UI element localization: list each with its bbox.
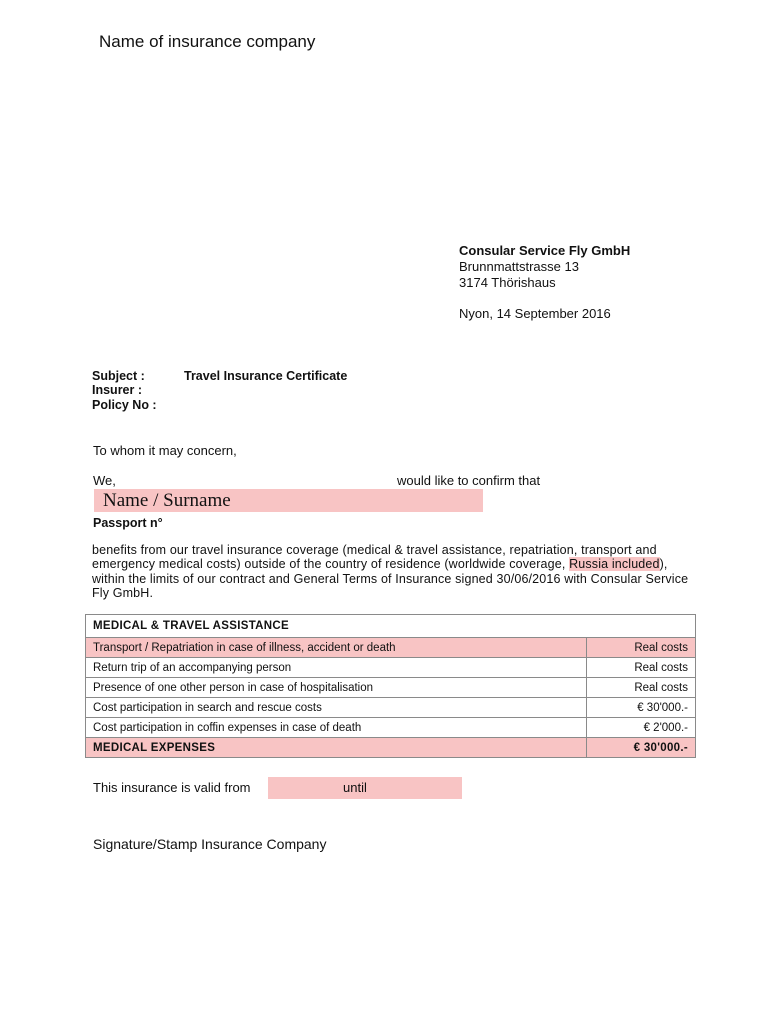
- salutation: To whom it may concern,: [93, 443, 237, 458]
- coverage-table: [85, 614, 696, 758]
- signature-stamp-label: Signature/Stamp Insurance Company: [93, 836, 327, 852]
- coverage-highlight: Russia included: [569, 557, 660, 572]
- table-row: [86, 658, 696, 678]
- recipient-street: Brunnmattstrasse 13: [459, 259, 579, 274]
- until-label: until: [343, 780, 367, 795]
- insurer-label: Insurer :: [92, 383, 143, 397]
- confirm-text: would like to confirm that: [397, 473, 541, 488]
- row-value: € 30'000.-: [586, 698, 695, 718]
- medical-expenses-label: MEDICAL EXPENSES: [86, 738, 587, 758]
- row-label: Presence of one other person in case of hospitalisation: [86, 678, 587, 698]
- row-label: Cost participation in coffin expenses in case of death: [86, 718, 587, 738]
- place-date: Nyon, 14 September 2016: [459, 306, 611, 321]
- table-heading: MEDICAL & TRAVEL ASSISTANCE: [86, 615, 696, 638]
- table-row: [86, 698, 696, 718]
- row-value: € 2'000.-: [586, 718, 695, 738]
- subject-value: Travel Insurance Certificate: [184, 369, 348, 383]
- we-label: We,: [93, 473, 116, 488]
- table-row: [86, 718, 696, 738]
- medical-expenses-value: € 30'000.-: [586, 738, 695, 758]
- coverage-statement-part2: ), within the limits of our contract and General Terms of Insurance signed 30/06/2016 with Consular Service Fly GmbH.: [92, 557, 689, 600]
- row-label: Return trip of an accompanying person: [86, 658, 587, 678]
- table-row: [86, 678, 696, 698]
- table-heading-row: [86, 615, 696, 638]
- coverage-statement: [92, 543, 702, 600]
- row-value: Real costs: [586, 658, 695, 678]
- recipient-city: 3174 Thörishaus: [459, 275, 556, 290]
- name-surname-field[interactable]: [94, 489, 483, 512]
- validity-text: This insurance is valid from: [93, 780, 251, 795]
- row-label: Cost participation in search and rescue costs: [86, 698, 587, 718]
- recipient-name: Consular Service Fly GmbH: [459, 243, 631, 258]
- row-label: Transport / Repatriation in case of illness, accident or death: [86, 638, 587, 658]
- passport-label: Passport n°: [93, 516, 163, 530]
- medical-expenses-row: [86, 738, 696, 758]
- table-row: [86, 638, 696, 658]
- row-value: Real costs: [586, 678, 695, 698]
- name-surname-placeholder: Name / Surname: [103, 490, 231, 511]
- coverage-statement-part1: benefits from our travel insurance coverage (medical & travel assistance, repatriation, transport and emergency medical costs) outside of the country of residence (worldwide coverage,: [92, 543, 657, 572]
- row-value: Real costs: [586, 638, 695, 658]
- insurance-company-name: Name of insurance company: [99, 32, 316, 51]
- subject-label: Subject :: [92, 369, 145, 383]
- policy-number-label: Policy No :: [92, 398, 157, 412]
